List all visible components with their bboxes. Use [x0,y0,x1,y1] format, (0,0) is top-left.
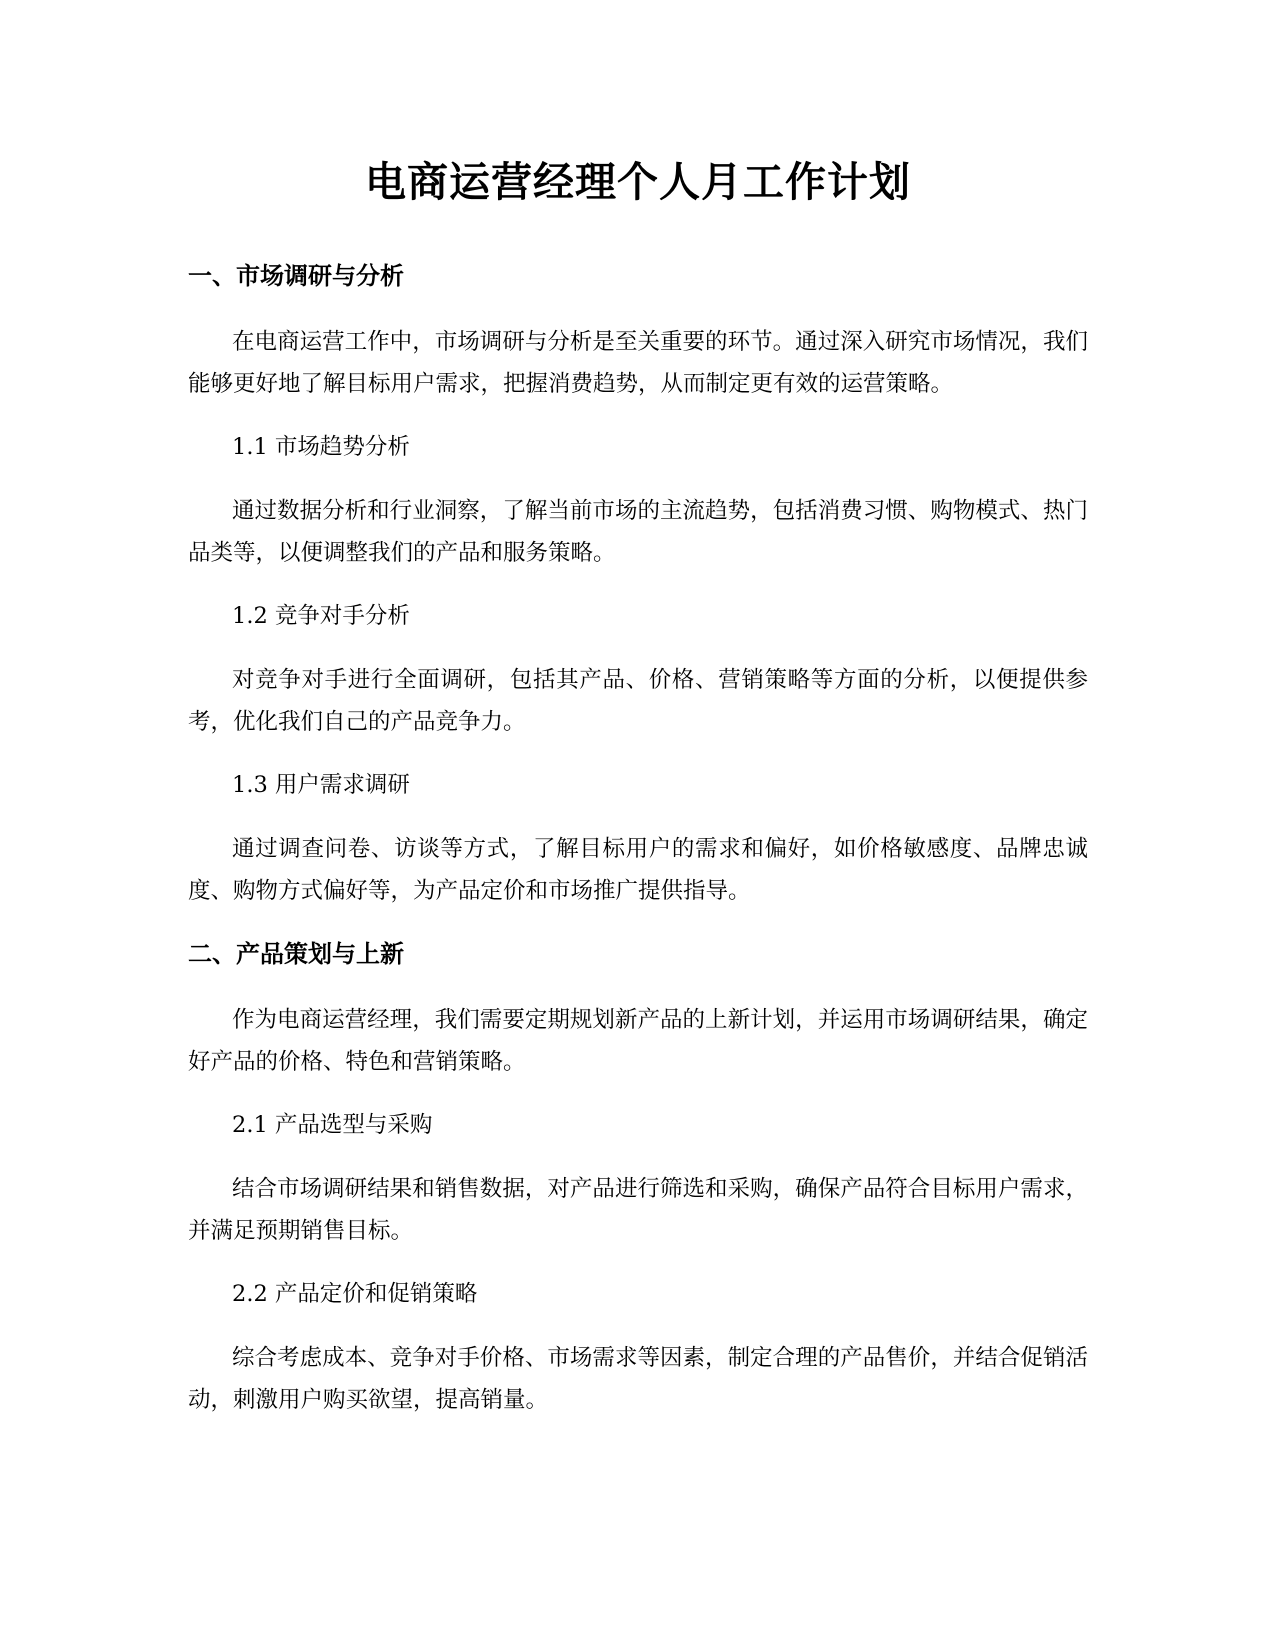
subsection-title-competitor: 1.2 竞争对手分析 [232,603,410,629]
section-heading-market-research: 一、市场调研与分析 [188,262,404,290]
subsection-text-product-selection: 结合市场调研结果和销售数据，对产品进行筛选和采购，确保产品符合目标用户需求，并满足预期销售目标。 [188,1176,1088,1244]
subsection-text-market-trend: 通过数据分析和行业洞察，了解当前市场的主流趋势，包括消费习惯、购物模式、热门品类等，以便调整我们的产品和服务策略。 [188,498,1088,566]
subsection-text-user-needs: 通过调查问卷、访谈等方式，了解目标用户的需求和偏好，如价格敏感度、品牌忠诚度、购物方式偏好等，为产品定价和市场推广提供指导。 [188,836,1088,904]
document-title: 电商运营经理个人月工作计划 [365,158,911,206]
subsection-text-pricing-promotion: 综合考虑成本、竞争对手价格、市场需求等因素，制定合理的产品售价，并结合促销活动，刺激用户购买欲望，提高销量。 [188,1345,1088,1413]
section-heading-product-planning: 二、产品策划与上新 [188,940,404,968]
section-intro-market-research: 在电商运营工作中，市场调研与分析是至关重要的环节。通过深入研究市场情况，我们能够更好地了解目标用户需求，把握消费趋势，从而制定更有效的运营策略。 [188,329,1088,397]
subsection-title-product-selection: 2.1 产品选型与采购 [232,1112,433,1138]
section-intro-product-planning: 作为电商运营经理，我们需要定期规划新产品的上新计划，并运用市场调研结果，确定好产品的价格、特色和营销策略。 [188,1007,1088,1075]
document-body [188,148,1088,1421]
subsection-title-user-needs: 1.3 用户需求调研 [232,772,410,798]
subsection-title-pricing-promotion: 2.2 产品定价和促销策略 [232,1281,478,1307]
subsection-title-market-trend: 1.1 市场趋势分析 [232,434,410,460]
subsection-text-competitor: 对竞争对手进行全面调研，包括其产品、价格、营销策略等方面的分析，以便提供参考，优化我们自己的产品竞争力。 [188,667,1088,735]
